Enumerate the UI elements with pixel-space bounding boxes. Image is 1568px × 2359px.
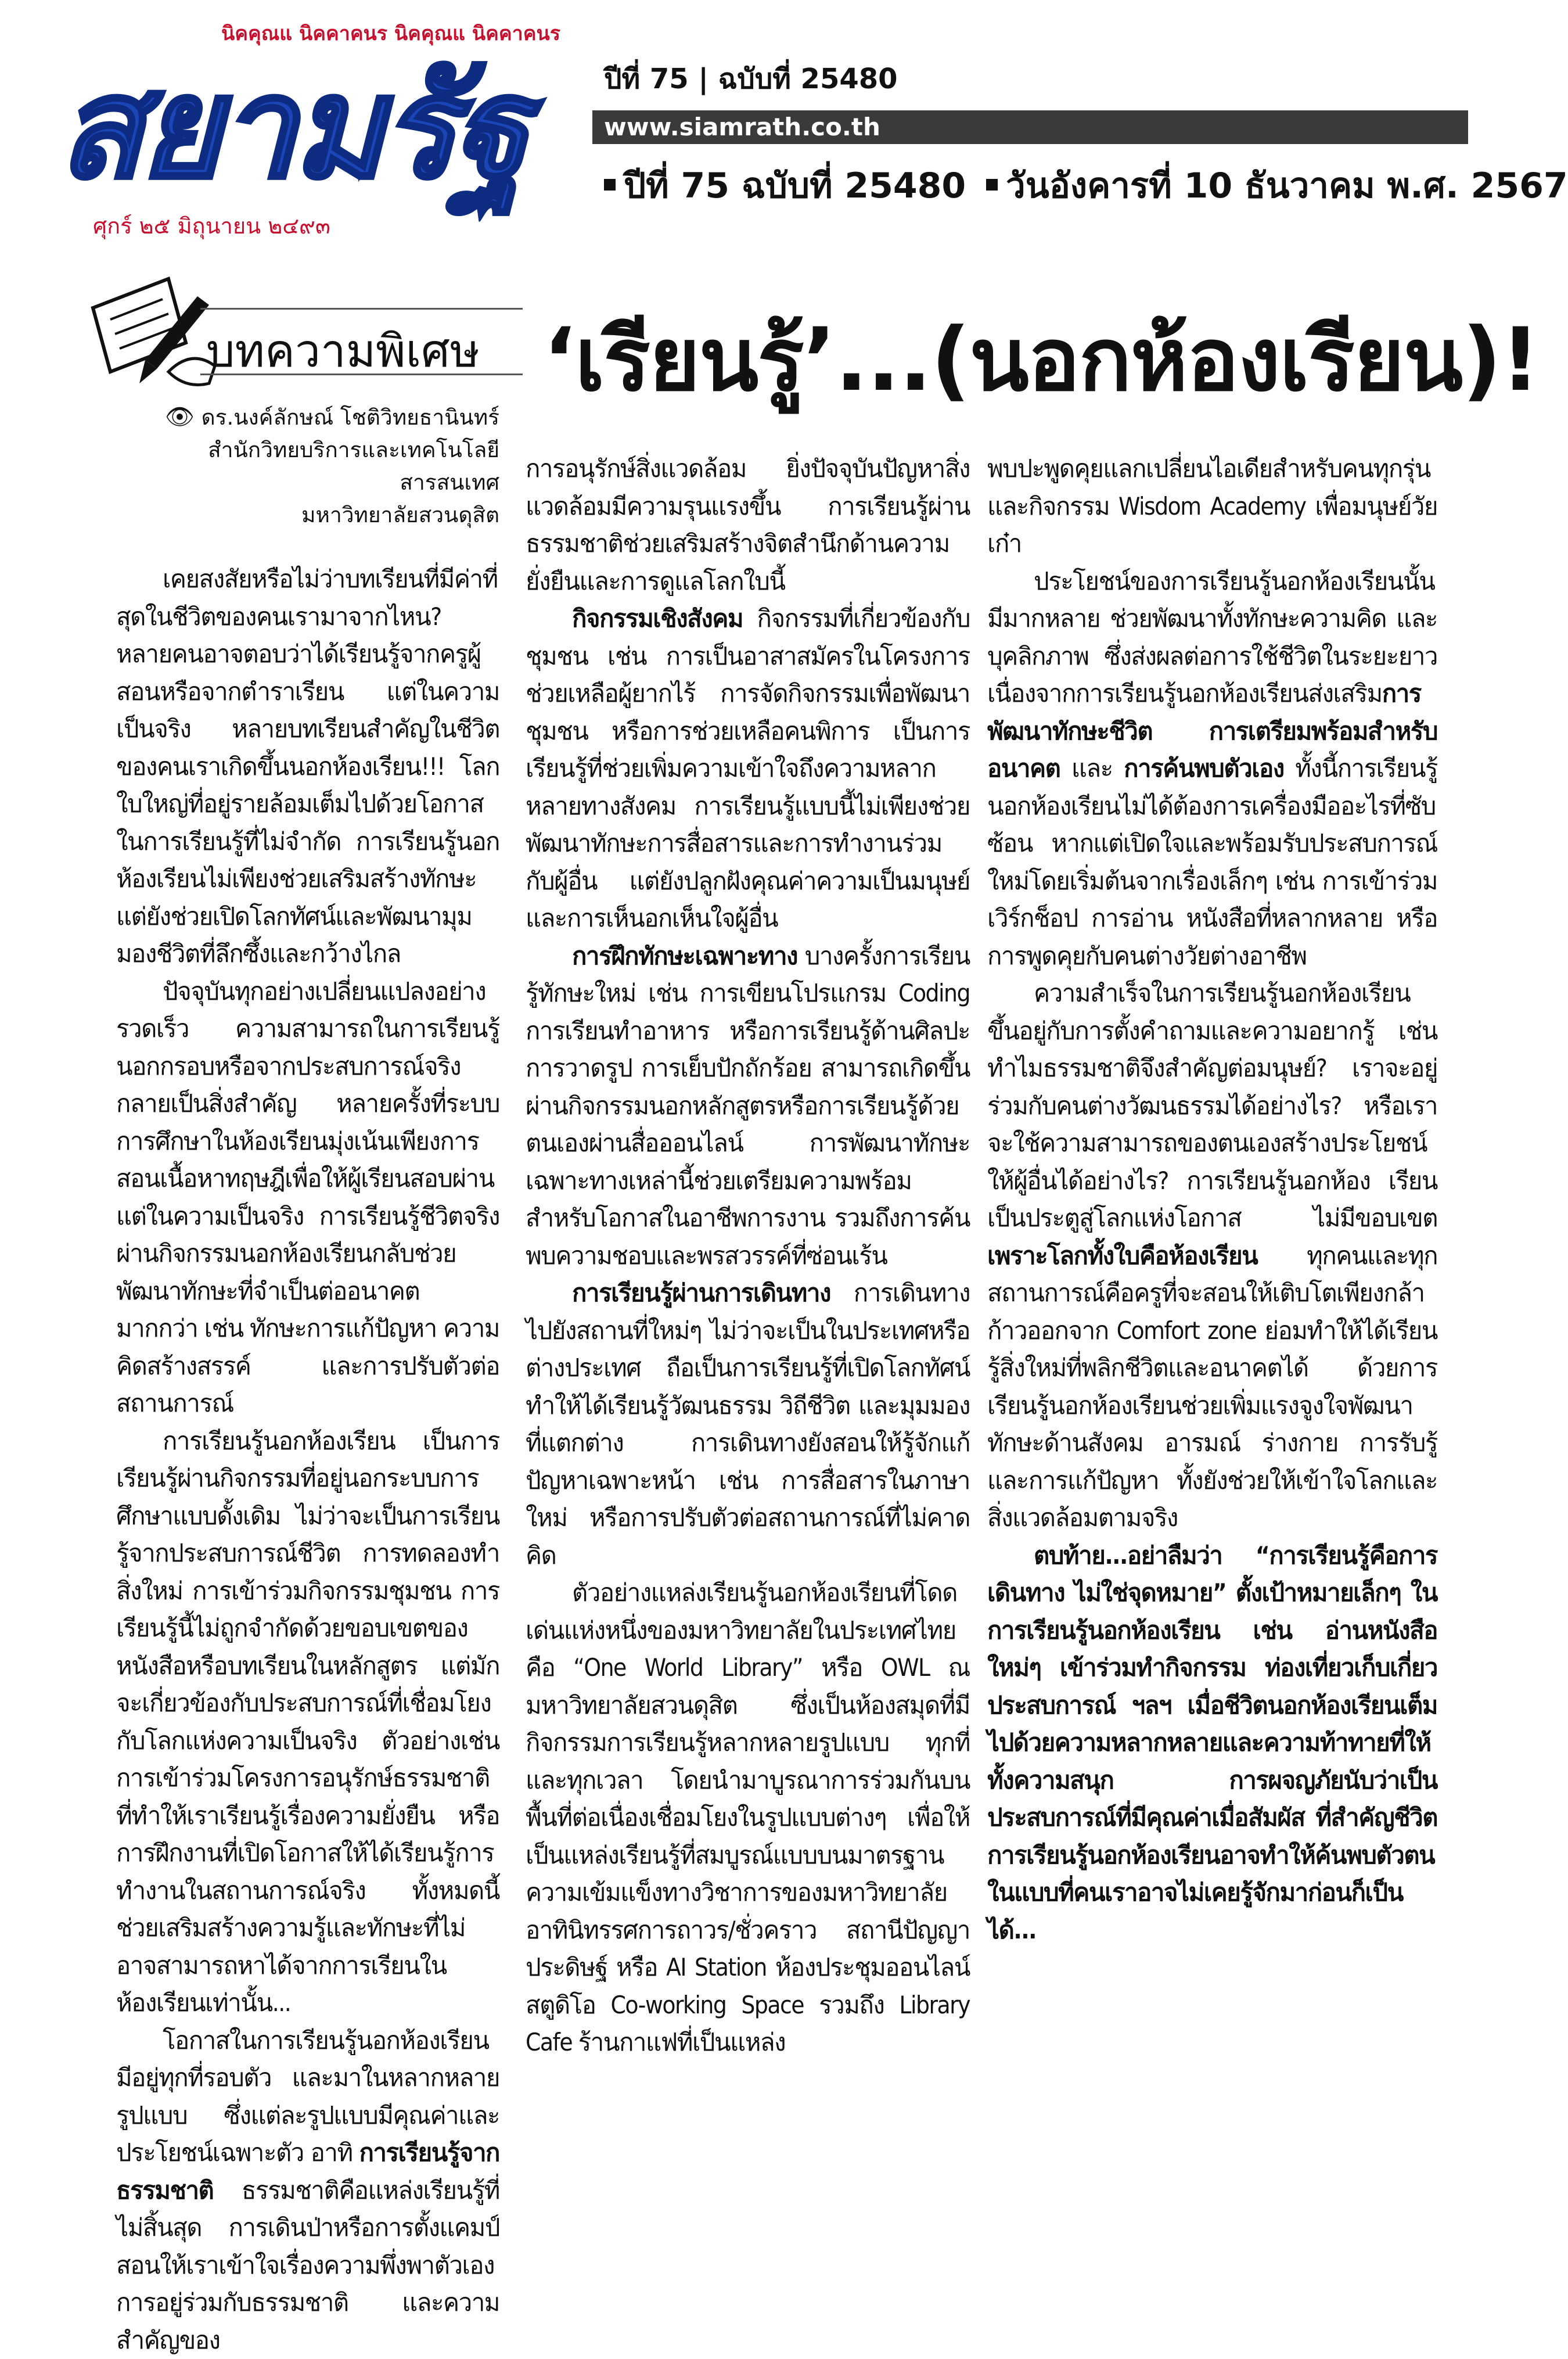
paragraph-text: กิจกรรมที่เกี่ยวข้องกับชุมชน เช่น การเป็นอาสาสมัครในโครงการช่วยเหลือผู้ยากไร้ การจัดกิจกรรมเพื่อพัฒนาชุมชน หรือการช่วยเหลือคนพิการ เป็นการเรียนรู้ที่ช่วยเพิ่มความเข้าใจถึงความหลากหลายทางสังคม การเรียนรู้แบบนี้ไม่เพียงช่วยพัฒนาทักษะการสื่อสารและการทำงานร่วมกับผู้อื่น แต่ยังปลูกฝังคุณค่าความเป็นมนุษย์และการเห็นอกเห็นใจผู้อื่น	[526, 604, 970, 932]
publish-date: วันอังคารที่ 10 ธันวาคม พ.ศ. 2567	[1006, 166, 1568, 206]
date-issue: ปีที่ 75 ฉบับที่ 25480	[624, 166, 966, 206]
paragraph-text: และ	[1060, 754, 1124, 782]
paragraph: ตัวอย่างแหล่งเรียนรู้นอกห้องเรียนที่โดดเด่นแห่งหนึ่งของมหาวิทยาลัยในประเทศไทย คือ “One World Library” หรือ OWL ณ มหาวิทยาลัยสวนดุสิต ซึ่งเป็นห้องสมุดที่มีกิจกรรมการเรียนรู้หลากหลายรูปแบบ ทุกที่และทุกเวลา โดยนำมาบูรณาการร่วมกันบนพื้นที่ต่อเนื่องเชื่อมโยงในรูปแบบต่างๆ เพื่อให้เป็นแหล่งเรียนรู้ที่สมบูรณ์แบบบนมาตรฐานความเข้มแข็งทางวิชาการของมหาวิทยาลัย อาทินิทรรศการถาวร/ชั่วคราว สถานีปัญญาประดิษฐ์ หรือ AI Station ห้องประชุมออนไลน์ สตูดิโอ Co-working Space รวมถึง Library Cafe ร้านกาแฟที่เป็นแหล่ง	[526, 1574, 970, 2062]
issue-number: ปีที่ 75 | ฉบับที่ 25480	[604, 57, 898, 101]
subheading-nature: การเรียนรู้จากธรรมชาติ	[116, 2138, 499, 2204]
bullet-square-icon	[604, 179, 616, 191]
subheading-travel: การเรียนรู้ผ่านการเดินทาง	[572, 1279, 830, 1307]
section-header	[81, 273, 523, 389]
paragraph: พบปะพูดคุยแลกเปลี่ยนไอเดียสำหรับคนทุกรุ่น และกิจกรรม Wisdom Academy เพื่อมนุษย์วัยเก๋า	[987, 450, 1437, 563]
section-label: บทความพิเศษ	[206, 315, 480, 387]
paragraph: ปัจจุบันทุกอย่างเปลี่ยนแปลงอย่างรวดเร็ว ความสามารถในการเรียนรู้นอกกรอบหรือจากประสบการณ์จริงกลายเป็นสิ่งสำคัญ หลายครั้งที่ระบบการศึกษาในห้องเรียนมุ่งเน้นเพียงการสอนเนื้อหาทฤษฎีเพื่อให้ผู้เรียนสอบผ่าน แต่ในความเป็นจริง การเรียนรู้ชีวิตจริงผ่านกิจกรรมนอกห้องเรียนกลับช่วยพัฒนาทักษะที่จำเป็นต่ออนาคตมากกว่า เช่น ทักษะการแก้ปัญหา ความคิดสร้างสรรค์ และการปรับตัวต่อสถานการณ์	[116, 973, 499, 1423]
paragraph	[116, 2022, 499, 2359]
paragraph: การอนุรักษ์สิ่งแวดล้อม ยิ่งปัจจุบันปัญหาสิ่งแวดล้อมมีความรุนแรงขึ้น การเรียนรู้ผ่านธรรมชาติช่วยเสริมสร้างจิตสำนึกด้านความยั่งยืนและการดูแลโลกใบนี้	[526, 450, 970, 600]
author-byline	[116, 401, 499, 532]
paragraph	[526, 600, 970, 938]
paragraph	[526, 938, 970, 1275]
bullet-square-icon	[986, 179, 998, 191]
logo-tagline: นิคคุณแ นิคคาคนร นิคคุณแ นิคคาคนร	[195, 23, 560, 44]
article-column-3	[987, 450, 1437, 1949]
paragraph-text: ทุกคนและทุกสถานการณ์คือครูที่จะสอนให้เติบโตเพียงกล้าก้าวออกจาก Comfort zone ย่อมทำให้ได้เรียนรู้สิ่งใหม่ที่พลิกชีวิตและอนาคตได้ ด้วยการเรียนรู้นอกห้องเรียนช่วยเพิ่มแรงจูงใจพัฒนาทักษะด้านสังคม อารมณ์ ร่างกาย การรับรู้ และการแก้ปัญหา ทั้งยังช่วยให้เข้าใจโลกและสิ่งแวดล้อมตามจริง	[987, 1241, 1437, 1532]
paragraph-text: ทั้งนี้การเรียนรู้นอกห้องเรียนไม่ได้ต้องการเครื่องมืออะไรที่ซับซ้อน หากแต่เปิดใจและพร้อมรับประสบการณ์ใหม่โดยเริ่มต้นจากเรื่องเล็กๆ เช่น การเข้าร่วมเวิร์กช็อป การอ่าน หนังสือที่หลากหลาย หรือการพูดคุยกับคนต่างวัยต่างอาชีพ	[987, 754, 1437, 970]
logo-founded-date: ศุกร์ ๒๕ มิถุนายน ๒๔๙๓	[93, 208, 552, 243]
subheading-social: กิจกรรมเชิงสังคม	[572, 604, 743, 633]
paragraph-text: บางครั้งการเรียนรู้ทักษะใหม่ เช่น การเขียนโปรแกรม Coding การเรียนทำอาหาร หรือการเรียนรู้ด้านศิลปะ การวาดรูป การเย็บปักถักร้อย สามารถเกิดขึ้นผ่านกิจกรรมนอกหลักสูตรหรือการเรียนรู้ด้วยตนเองผ่านสื่อออนไลน์ การพัฒนาทักษะเฉพาะทางเหล่านี้ช่วยเตรียมความพร้อมสำหรับโอกาสในอาชีพการงาน รวมถึงการค้นพบความชอบและพรสวรรค์ที่ซ่อนเร้น	[526, 942, 970, 1270]
newspaper-logo[interactable]	[58, 23, 581, 256]
paragraph-text: โอกาสในการเรียนรู้นอกห้องเรียนมีอยู่ทุกที่รอบตัว และมาในหลากหลายรูปแบบ ซึ่งแต่ละรูปแบบมีคุณค่าและประโยชน์เฉพาะตัว อาทิ	[116, 2026, 499, 2167]
paragraph: เคยสงสัยหรือไม่ว่าบทเรียนที่มีค่าที่สุดในชีวิตของคนเรามาจากไหน? หลายคนอาจตอบว่าได้เรียนรู้จากครูผู้สอนหรือจากตำราเรียน แต่ในความเป็นจริง หลายบทเรียนสำคัญในชีวิตของคนเราเกิดขึ้นนอกห้องเรียน!!! โลกใบใหญ่ที่อยู่รายล้อมเต็มไปด้วยโอกาสในการเรียนรู้ที่ไม่จำกัด การเรียนรู้นอกห้องเรียนไม่เพียงช่วยเสริมสร้างทักษะ แต่ยังช่วยเปิดโลกทัศน์และพัฒนามุมมองชีวิตที่ลึกซึ้งและกว้างไกล	[116, 561, 499, 973]
article-column-2	[526, 450, 970, 2062]
paragraph-text: ธรรมชาติคือแหล่งเรียนรู้ที่ไม่สิ้นสุด การเดินป่าหรือการตั้งแคมป์สอนให้เราเข้าใจเรื่องความพึ่งพาตัวเอง การอยู่ร่วมกับธรรมชาติ และความสำคัญของ	[116, 2176, 499, 2354]
paragraph	[987, 563, 1437, 975]
emphasis: การพัฒนาทักษะชีวิต การเตรียมพร้อมสำหรับอนาคต	[987, 679, 1437, 782]
subheading-skills: การฝึกทักษะเฉพาะทาง	[572, 942, 797, 970]
conclusion-paragraph	[987, 1537, 1437, 1949]
paragraph-text: ความสำเร็จในการเรียนรู้นอกห้องเรียนขึ้นอยู่กับการตั้งคำถามและความอยากรู้ เช่น ทำไมธรรมชาติจึงสำคัญต่อมนุษย์? เราจะอยู่ร่วมกับคนต่างวัฒนธรรมได้อย่างไร? หรือเราจะใช้ความสามารถของตนเองสร้างประโยชน์ให้ผู้อื่นได้อย่างไร? การเรียนรู้นอกห้อง เรียนเป็นประตูสู่โลกแห่งโอกาส ไม่มีขอบเขต	[987, 979, 1437, 1232]
eye-icon: 👁	[165, 404, 195, 430]
date-line	[604, 158, 1568, 213]
article-headline: ‘เรียนรู้’...(นอกห้องเรียน)!	[543, 290, 1539, 429]
conclusion-text: ตบท้าย...อย่าลืมว่า “การเรียนรู้คือการเดินทาง ไม่ใช่จุดหมาย” ตั้งเป้าหมายเล็กๆ ในการเรียนรู้นอกห้องเรียน เช่น อ่านหนังสือใหม่ๆ เข้าร่วมทำกิจกรรม ท่องเที่ยวเก็บเกี่ยวประสบการณ์ ฯลฯ เมื่อชีวิตนอกห้องเรียนเต็มไปด้วยความหลากหลายและความท้าทายที่ให้ทั้งความสนุก การผจญภัยนับว่าเป็นประสบการณ์ที่มีคุณค่าเมื่อสัมผัส ที่สำคัญชีวิตการเรียนรู้นอกห้องเรียนอาจทำให้ค้นพบตัวตนในแบบที่คนเราอาจไม่เคยรู้จักมาก่อนก็เป็นได้...	[987, 1541, 1437, 1944]
author-org: สำนักวิทยบริการและเทคโนโลยีสารสนเทศ	[116, 434, 499, 499]
paragraph: การเรียนรู้นอกห้องเรียน เป็นการเรียนรู้ผ่านกิจกรรมที่อยู่นอกระบบการศึกษาแบบดั้งเดิม ไม่ว่าจะเป็นการเรียนรู้จากประสบการณ์ชีวิต การทดลองทำสิ่งใหม่ การเข้าร่วมกิจกรรมชุมชน การเรียนรู้นี้ไม่ถูกจำกัดด้วยขอบเขตของหนังสือหรือบทเรียนในหลักสูตร แต่มักจะเกี่ยวข้องกับประสบการณ์ที่เชื่อมโยงกับโลกแห่งความเป็นจริง ตัวอย่างเช่น การเข้าร่วมโครงการอนุรักษ์ธรรมชาติที่ทำให้เราเรียนรู้เรื่องความยั่งยืน หรือการฝึกงานที่เปิดโอกาสให้ได้เรียนรู้การทำงานในสถานการณ์จริง ทั้งหมดนี้ช่วยเสริมสร้างความรู้และทักษะที่ไม่อาจสามารถหาได้จากการเรียนในห้องเรียนเท่านั้น...	[116, 1423, 499, 2022]
author-name: ดร.นงค์ลักษณ์ โชติวิทยธานินทร์	[202, 405, 499, 430]
logo-wordmark: สยามรัฐ	[58, 52, 558, 203]
article-column-1	[116, 561, 499, 2359]
website-url[interactable]: www.siamrath.co.th	[592, 110, 1468, 144]
masthead	[0, 0, 1468, 261]
paragraph-text: การเดินทางไปยังสถานที่ใหม่ๆ ไม่ว่าจะเป็นในประเทศหรือต่างประเทศ ถือเป็นการเรียนรู้ที่เปิดโลกทัศน์ ทำให้ได้เรียนรู้วัฒนธรรม วิถีชีวิต และมุมมองที่แตกต่าง การเดินทางยังสอนให้รู้จักแก้ปัญหาเฉพาะหน้า เช่น การสื่อสารในภาษาใหม่ หรือการปรับตัวต่อสถานการณ์ที่ไม่คาดคิด	[526, 1279, 970, 1570]
author-university: มหาวิทยาลัยสวนดุสิต	[116, 499, 499, 532]
emphasis: เพราะโลกทั้งใบคือห้องเรียน	[987, 1241, 1257, 1270]
emphasis: การค้นพบตัวเอง	[1124, 754, 1284, 782]
paragraph	[526, 1274, 970, 1574]
paragraph	[987, 975, 1437, 1537]
paragraph-text: ประโยชน์ของการเรียนรู้นอกห้องเรียนนั้นมีมากหลาย ช่วยพัฒนาทั้งทักษะความคิด และบุคลิกภาพ ซึ่งส่งผลต่อการใช้ชีวิตในระยะยาว เนื่องจากการเรียนรู้นอกห้องเรียนส่งเสริม	[987, 567, 1437, 708]
